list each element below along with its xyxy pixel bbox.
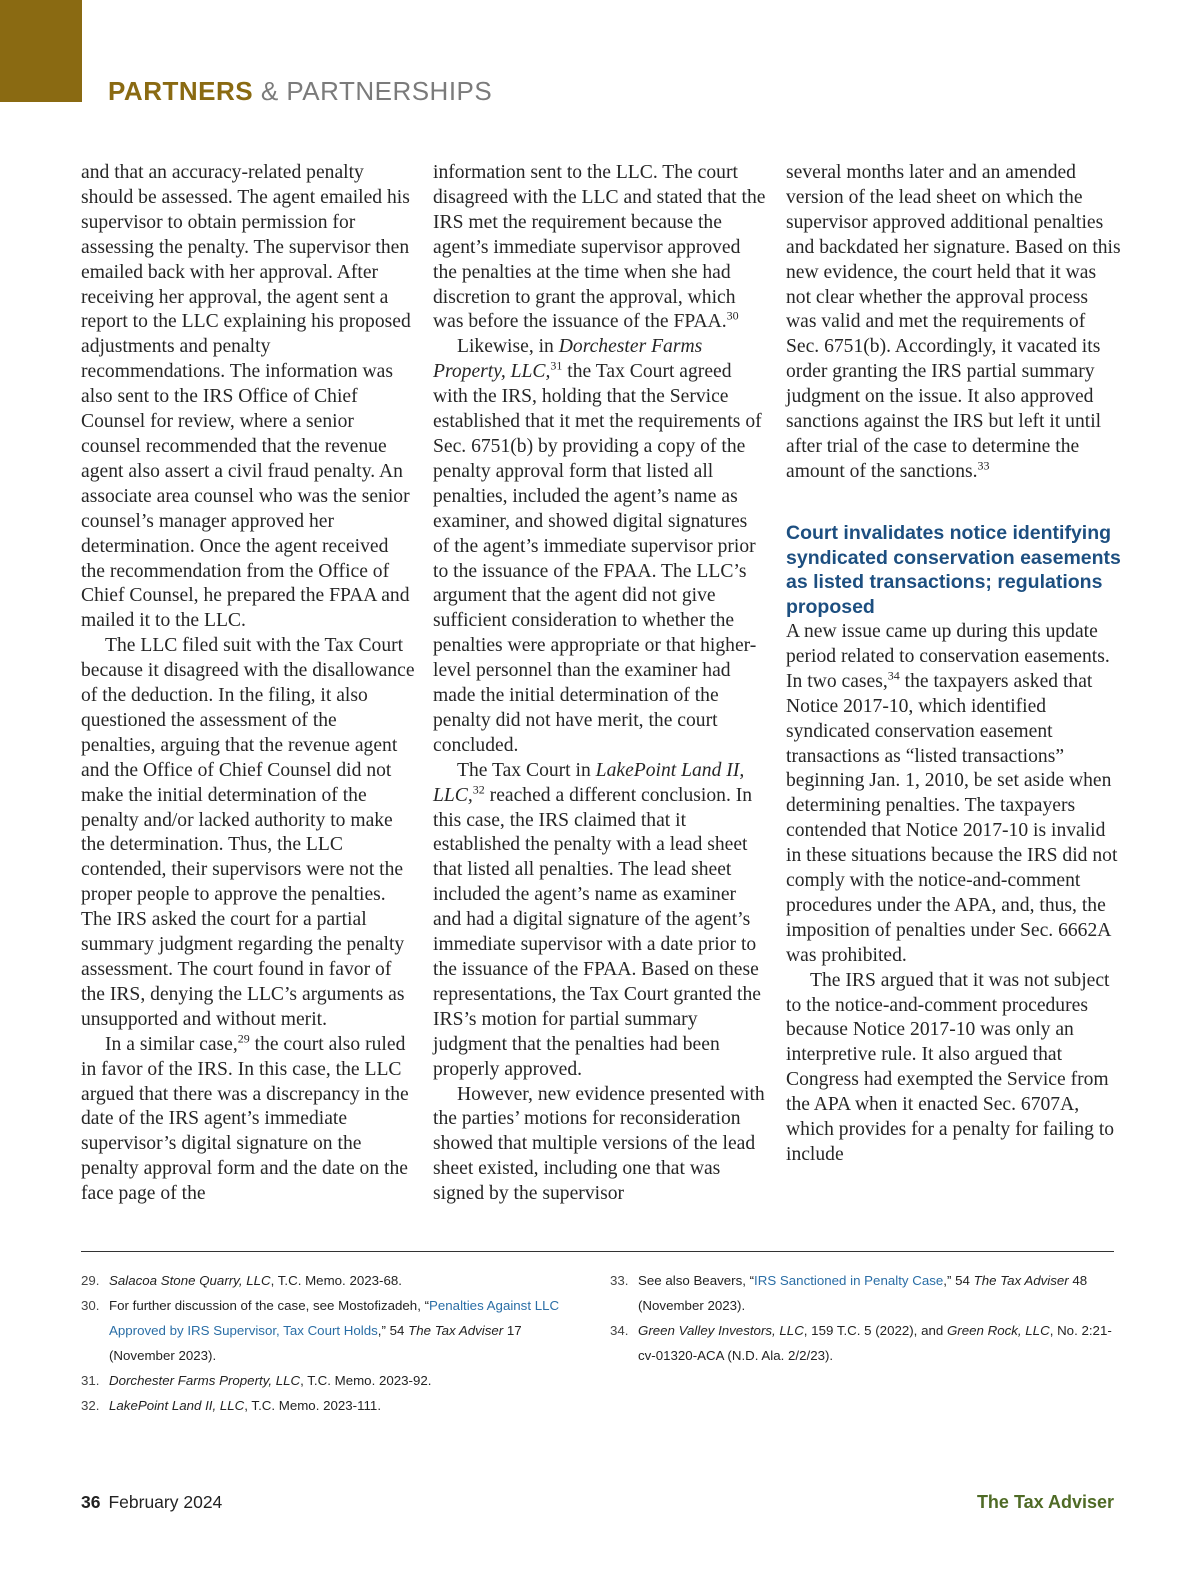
issue-date: February 2024 (108, 1492, 223, 1512)
footnote-34: 34. Green Valley Investors, LLC, 159 T.C. 5 (2022), and Green Rock, LLC, No. 2:21-cv-01320-ACA (N.D. Ala. 2/2/23). (610, 1323, 1112, 1363)
corner-color-block (0, 0, 82, 102)
paragraph: However, new evidence presented with the parties’ motions for reconsideration showed that multiple versions of the lead sheet existed, including one that was signed by the supervisor (433, 1083, 765, 1205)
footnote-33: 33. See also Beavers, “IRS Sanctioned in Penalty Case,” 54 The Tax Adviser 48 (November 2023). (610, 1273, 1088, 1313)
subheading: Court invalidates notice identifying syndicated conservation easements as listed transactions; regulations proposed (786, 521, 1121, 619)
paragraph: information sent to the LLC. The court disagreed with the LLC and stated that the IRS met the requirement because the agent’s immediate supervisor approved the penalties at the time when she had discretion to grant the approval, which was before the issuance of the FPAA.$^{30}$ (433, 162, 766, 333)
footnote-ref[interactable]: 34 (887, 668, 900, 683)
paragraph: A new issue came up during this update period related to conservation easements. In two cases,$^{34}$ the taxpayers asked that Notice 2017-10, which identified syndicated conservation easement transactions as “listed transactions” beginning Jan. 1, 2010, be set aside when determining penalties. The taxpayers contended that Notice 2017-10 is invalid in these situations because the IRS did not comply with the notice-and-comment procedures under the APA, and, thus, the imposition of penalties under Sec. 6662A was prohibited. (786, 620, 1118, 966)
page-footer-left (81, 1492, 222, 1513)
footnote-link[interactable]: Penalties Against LLC Approved by IRS Supervisor, Tax Court Holds (109, 1298, 560, 1338)
paragraph: The Tax Court in LakePoint Land II, LLC,$^{32}$ reached a different conclusion. In this case, the IRS claimed that it established the penalty with a lead sheet that listed all penalties. The lead sheet included the agent’s name as examiner and had a digital signature of the agent’s immediate supervisor with a date prior to the issuance of the FPAA. Based on these representations, the Tax Court granted the IRS’s motion for partial summary judgment that the penalties had been properly approved. (433, 759, 761, 1080)
footnote-30: 30. For further discussion of the case, see Mostofizadeh, “Penalties Against LLC Approved by IRS Supervisor, Tax Court Holds,” 54 The Tax Adviser 17 (November 2023). (81, 1298, 560, 1363)
footnote-31: 31. Dorchester Farms Property, LLC, T.C. Memo. 2023-92. (81, 1373, 432, 1388)
paragraph: and that an accuracy-related penalty should be assessed. The agent emailed his supervisor to obtain permission for assessing the penalty. The supervisor then emailed back with her approval. After receiving her approval, the agent sent a report to the LLC explaining his proposed adjustments and penalty recommendations. The information was also sent to the IRS Office of Chief Counsel for review, where a senior counsel recommended that the revenue agent also assert a civil fraud penalty. An associate area counsel who was the senior counsel’s manager approved her determination. Once the agent received the recommendation from the Office of Chief Counsel, he prepared the FPAA and mailed it to the LLC. (81, 162, 411, 632)
paragraph: The LLC filed suit with the Tax Court because it disagreed with the disallowance of the deduction. In the filing, it also questioned the assessment of the penalties, arguing that the revenue agent and the Office of Chief Counsel did not make the initial determination of the penalty and/or lacked authority to make the determination. Thus, the LLC contended, their supervisors were not the proper people to approve the penalties. The IRS asked the court for a partial summary judgment regarding the penalty assessment. The court found in favor of the IRS, denying the LLC’s arguments as unsupported and without merit. (81, 635, 415, 1030)
case-name: LakePoint Land II, LLC, (433, 759, 745, 806)
footnote-ref[interactable]: 30 (726, 308, 739, 323)
publication-name: The Tax Adviser (976, 1492, 1114, 1512)
paragraph: Likewise, in Dorchester Farms Property, LLC,$^{31}$ the Tax Court agreed with the IRS, holding that the Service established that it met the requirements of Sec. 6751(b) by providing a copy of the penalty approval form that listed all penalties, included the agent’s name as examiner, and showed digital signatures of the agent’s immediate supervisor prior to the issuance of the FPAA. The LLC’s argument that the agent did not give sufficient consideration to whether the penalties were appropriate or that higher-level personnel than the examiner had made the initial determination of the penalty did not have merit, the court concluded. (433, 336, 762, 756)
footnote-32: 32. LakePoint Land II, LLC, T.C. Memo. 2023-111. (81, 1398, 382, 1413)
section-header-bold: PARTNERS (108, 76, 254, 106)
column-2 (433, 161, 768, 1207)
footnote-ref[interactable]: 33 (977, 458, 990, 473)
paragraph: In a similar case,$^{29}$ the court also ruled in favor of the IRS. In this case, the LLC argued that there was a discrepancy in the date of the IRS agent’s immediate supervisor’s digital signature on the penalty approval form and the date on the face page of the (81, 1031, 409, 1205)
paragraph: several months later and an amended version of the lead sheet on which the supervisor approved additional penalties and backdated her signature. Based on this new evidence, the court held that it was not clear whether the approval process was valid and met the requirements of Sec. 6751(b). Accordingly, it vacated its order granting the IRS partial summary judgment on the issue. It also approved sanctions against the IRS but left it until after trial of the case to determine the amount of the sanctions.$^{33}$ (786, 162, 1121, 482)
footnote-divider (81, 1251, 1114, 1252)
footnote-ref[interactable]: 29 (237, 1031, 250, 1046)
page-number: 36 (81, 1492, 101, 1512)
footnotes-left (81, 1268, 581, 1418)
case-name: Dorchester Farms Property, LLC, (433, 336, 703, 383)
footnotes-right (610, 1268, 1120, 1368)
footnote-ref[interactable]: 32 (472, 782, 485, 797)
section-header-rest: & PARTNERSHIPS (253, 76, 493, 106)
footnote-link[interactable]: IRS Sanctioned in Penalty Case (754, 1273, 944, 1288)
column-3 (786, 161, 1121, 1168)
footnote-ref[interactable]: 31 (550, 358, 563, 373)
footnote-29: 29. Salacoa Stone Quarry, LLC, T.C. Memo. 2023-68. (81, 1273, 402, 1288)
section-header (108, 74, 492, 108)
column-1 (81, 161, 416, 1207)
paragraph: The IRS argued that it was not subject to the notice-and-comment procedures because Notice 2017-10 was only an interpretive rule. It also argued that Congress had exempted the Service from the APA when it enacted Sec. 6707A, which provides for a penalty for failing to include (786, 969, 1115, 1165)
